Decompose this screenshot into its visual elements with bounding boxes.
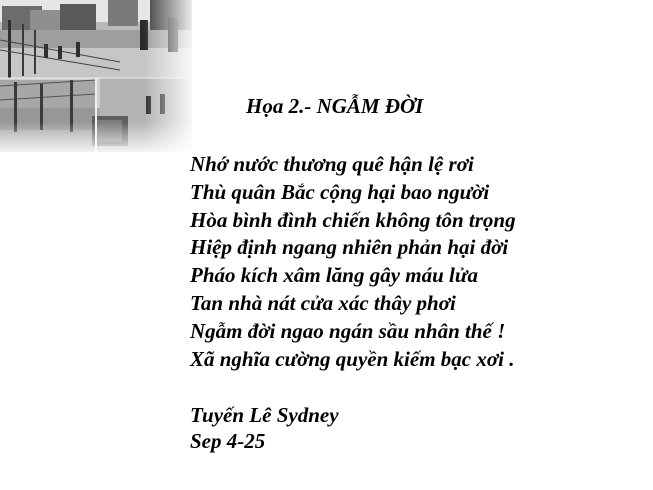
author-name: Tuyến Lê Sydney	[190, 403, 339, 427]
poem-line: Nhớ nước thương quê hận lệ rơi	[190, 152, 474, 176]
poem-line: Tan nhà nát cửa xác thây phơi	[190, 290, 456, 315]
signature-block	[190, 402, 339, 454]
camp-photo-collage	[0, 0, 192, 152]
poem-line: Hiệp định ngang nhiên phản hại đời	[190, 235, 509, 260]
poem-title: Họa 2.- NGẪM ĐỜI	[246, 94, 424, 118]
poem-line: Ngẫm đời ngao ngán sầu nhân thế !	[190, 318, 506, 343]
poem-line: Thù quân Bắc cộng hại bao người	[190, 179, 490, 204]
poem-line: Hòa bình đình chiến không tôn trọng	[190, 207, 516, 232]
poem-line: Pháo kích xâm lăng gây máu lửa	[190, 263, 478, 288]
poem-date: Sep 4-25	[190, 429, 266, 453]
poem-line: Xã nghĩa cường quyền kiếm bạc xơi .	[190, 346, 515, 371]
camp-photo-image	[0, 0, 192, 152]
poem-body	[190, 151, 516, 373]
